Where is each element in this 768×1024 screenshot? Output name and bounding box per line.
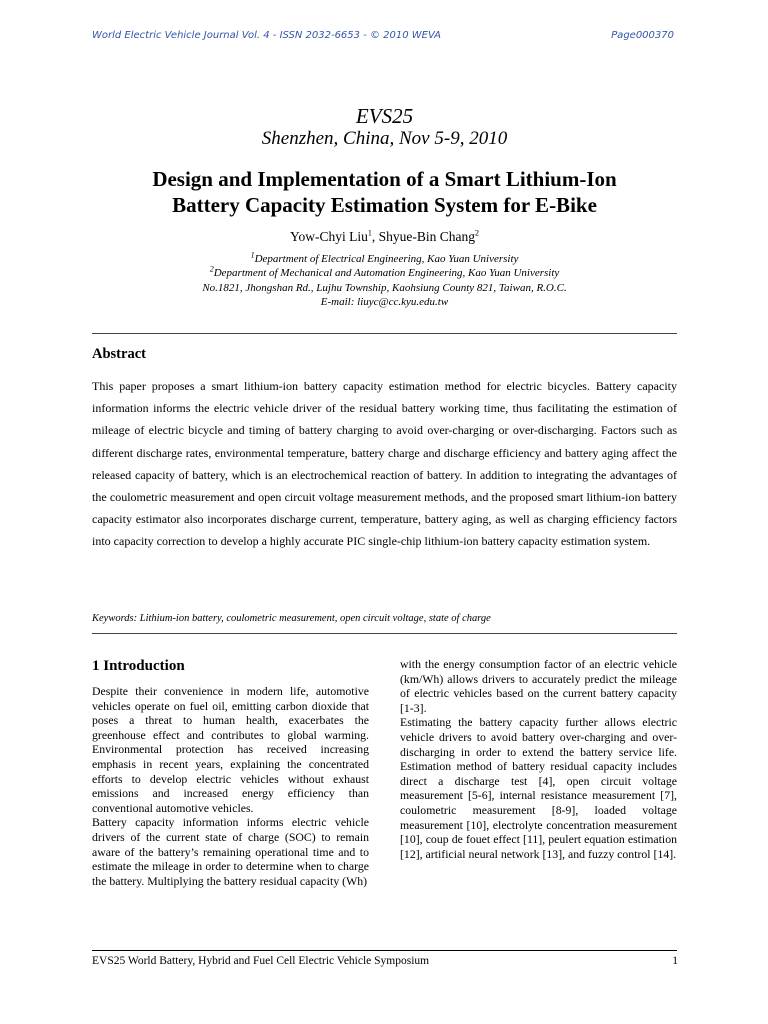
divider-footer <box>92 950 677 951</box>
author-list <box>92 229 677 245</box>
intro-paragraph-2: Battery capacity information informs electric vehicle drivers of the current state of charge (SOC) to remain aware of the battery’s remaining operational time and to estimate the mileage in order to determine when to charge the battery. Multiplying the battery residual capacity (Wh) <box>92 815 369 888</box>
affiliation-1-text: Department of Electrical Engineering, Kao Yuan University <box>254 253 519 265</box>
abstract-text: This paper proposes a smart lithium-ion battery capacity estimation method for electric bicycles. Battery capacity information informs the electric vehicle driver of the residual battery working time, thus facilitating the estimation of mileage of electric bicycle and timing of battery charging to avoid over-charging or over-discharging. Factors such as different discharge rates, environmental temperature, battery charge and discharge efficiency and battery aging affect the released capacity of battery, which is an electrochemical reaction of battery. In addition to integrating the advantages of the coulometric measurement and open circuit voltage measurement methods, and the proposed smart lithium-ion battery capacity estimator also incorporates discharge current, temperature, battery aging, as well as charging efficiency factors into capacity correction to develop a highly accurate PIC single-chip lithium-ion battery capacity estimation system. <box>92 379 677 549</box>
affiliation-2-mark: 2 <box>209 264 214 274</box>
author-separator: , <box>371 229 379 244</box>
intro-paragraph-3: with the energy consumption factor of an electric vehicle (km/Wh) allows drivers to accurately predict the mileage of electric vehicles based on the current battery capacity [1-3]. <box>400 657 677 715</box>
author-1: Yow-Chyi Liu <box>290 229 368 244</box>
paper-title <box>92 166 677 218</box>
keywords: Keywords: Lithium-ion battery, coulometric measurement, open circuit voltage, state of charge <box>92 613 491 624</box>
page-id: Page000370 <box>611 30 674 41</box>
author-2-affiliation-mark: 2 <box>474 228 479 238</box>
affiliation-2 <box>92 266 677 280</box>
intro-paragraph-1: Despite their convenience in modern life, automotive vehicles operate on fuel oil, emitting carbon dioxide that poses a threat to human health, exacerbates the greenhouse effect and contributes to global warming. Environmental protection has received increasing emphasis in recent years, explaining the concentrated efforts to develop electric vehicles without exhaust emissions and increased energy efficiency than conventional automotive vehicles. <box>92 684 369 815</box>
title-line-2: Battery Capacity Estimation System for E-Bike <box>172 193 597 217</box>
divider-keywords <box>92 633 677 634</box>
journal-header: World Electric Vehicle Journal Vol. 4 - ISSN 2032-6653 - © 2010 WEVA <box>92 30 441 41</box>
conference-location: Shenzhen, China, Nov 5-9, 2010 <box>261 128 508 149</box>
intro-right-column <box>400 657 677 861</box>
divider-top <box>92 333 677 334</box>
affiliation-1 <box>92 252 677 266</box>
author-1-affiliation-mark: 1 <box>367 228 372 238</box>
email[interactable]: E-mail: liuyc@cc.kyu.edu.tw <box>320 296 449 308</box>
introduction-heading: 1 Introduction <box>92 658 185 674</box>
affiliation-1-mark: 1 <box>250 250 255 260</box>
address: No.1821, Jhongshan Rd., Lujhu Township, Kaohsiung County 821, Taiwan, R.O.C. <box>202 282 567 294</box>
intro-paragraph-4: Estimating the battery capacity further allows electric vehicle drivers to avoid battery over-charging and over-discharging in order to extend the battery service life. Estimation method of battery residual capacity includes direct a discharge test [4], open circuit voltage measurement [5-6], internal resistance measurement [7], coulometric measurement [8-9], loaded voltage measurement [10], electrolyte concentration measurement [10], coup de fouet effect [11], peulert equation estimation [12], artificial neural network [13], and fuzzy control [14]. <box>400 715 677 861</box>
page-number: 1 <box>672 955 678 967</box>
footer-text: EVS25 World Battery, Hybrid and Fuel Cell Electric Vehicle Symposium <box>92 955 430 967</box>
title-line-1: Design and Implementation of a Smart Lithium-Ion <box>152 167 617 191</box>
intro-left-column <box>92 684 369 888</box>
author-2: Shyue-Bin Chang <box>378 229 475 244</box>
affiliation-2-text: Department of Mechanical and Automation Engineering, Kao Yuan University <box>213 267 560 279</box>
conference-name: EVS25 <box>355 104 414 128</box>
abstract-heading: Abstract <box>92 346 146 362</box>
